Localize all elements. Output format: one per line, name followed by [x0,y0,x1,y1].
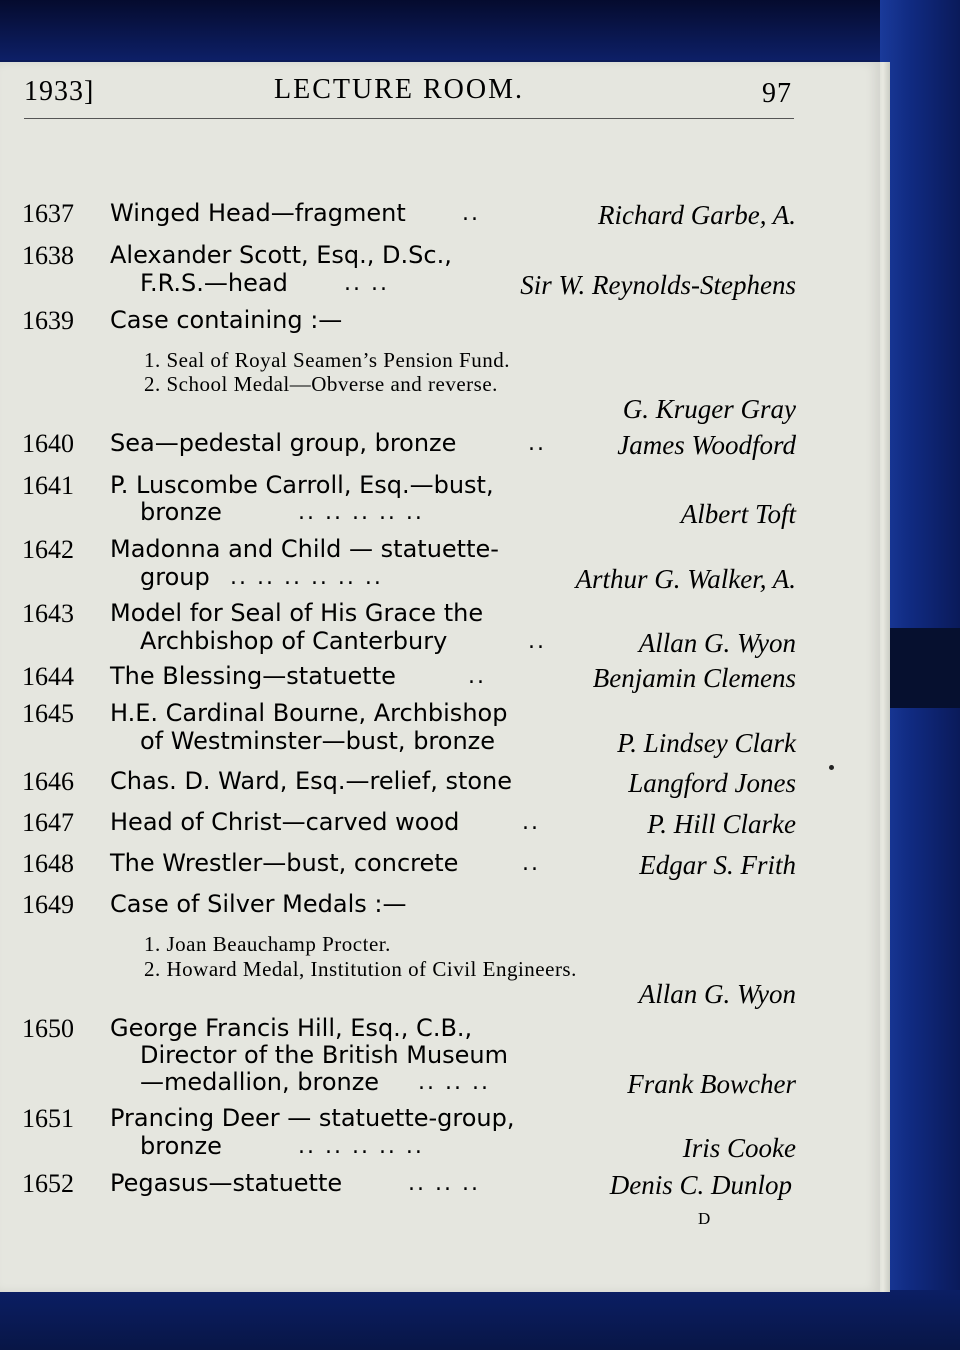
entry-number: 1642 [22,535,74,564]
entry-number: 1637 [22,199,74,228]
leader-dots: .. .. [344,271,389,296]
bookmark-ribbon [890,628,960,708]
entry-title-cont: bronze [140,498,222,526]
page-number: 97 [762,78,792,109]
header-year: 1933] [24,76,95,107]
ink-speck [829,765,834,770]
entry-title: Case containing :— [110,306,343,334]
entry-artist: Langford Jones [628,768,796,798]
entry-artist: Denis C. Dunlop [609,1170,792,1200]
entry-title: Alexander Scott, Esq., D.Sc., [110,241,452,269]
leader-dots: .. .. .. .. .. [298,500,424,525]
leader-dots: .. .. .. .. .. .. [230,565,383,590]
leader-dots: .. .. .. .. .. [298,1134,424,1159]
leader-dots: .. [468,664,486,689]
entry-title: The Wrestler—bust, concrete [110,849,459,877]
entry-number: 1649 [22,890,74,919]
sub-item: 1. Seal of Royal Seamen’s Pension Fund. [144,348,510,372]
entry-number: 1646 [22,767,74,796]
entry-artist: P. Hill Clarke [647,809,796,839]
entry-title: The Blessing—statuette [110,662,396,690]
entry-title: Sea—pedestal group, bronze [110,429,457,457]
entry-title: Model for Seal of His Grace the [110,599,484,627]
leader-dots: .. .. .. [408,1171,480,1196]
entry-title-cont: bronze [140,1132,222,1160]
entry-number: 1652 [22,1169,74,1198]
book-cover-bottom [0,1290,960,1350]
entry-title-cont: —medallion, bronze [140,1068,380,1096]
entry-title-cont: F.R.S.—head [140,269,288,297]
entry-title-cont: Archbishop of Canterbury [140,627,448,655]
entry-title: Madonna and Child — statuette- [110,535,499,563]
entry-number: 1650 [22,1014,74,1043]
entry-title: George Francis Hill, Esq., C.B., [110,1014,473,1042]
entry-number: 1640 [22,429,74,458]
sub-item: 1. Joan Beauchamp Procter. [144,932,391,956]
entry-title: Prancing Deer — statuette-group, [110,1104,515,1132]
entry-artist: Frank Bowcher [627,1069,796,1099]
entry-number: 1638 [22,241,74,270]
leader-dots: .. [528,629,546,654]
entry-title-cont: of Westminster—bust, bronze [140,727,496,755]
entry-artist: P. Lindsey Clark [617,728,796,758]
entry-number: 1648 [22,849,74,878]
sub-item: 2. Howard Medal, Institution of Civil Engineers. [144,957,577,981]
entry-artist: Edgar S. Frith [639,850,796,880]
entry-artist: James Woodford [617,430,796,460]
entry-title-cont: group [140,563,210,591]
entry-artist: G. Kruger Gray [622,394,796,424]
entry-title: Winged Head—fragment [110,199,406,227]
entry-title: Pegasus—statuette [110,1169,343,1197]
entry-artist: Iris Cooke [682,1133,796,1163]
entry-number: 1651 [22,1104,74,1133]
leader-dots: .. [522,851,540,876]
leader-dots: .. [528,431,546,456]
entry-artist: Albert Toft [680,499,796,529]
entry-artist: Richard Garbe, A. [598,200,796,230]
entry-number: 1643 [22,599,74,628]
entry-title: Case of Silver Medals :— [110,890,407,918]
leader-dots: .. .. .. [418,1070,490,1095]
entry-title: Head of Christ—carved wood [110,808,460,836]
entry-title: Chas. D. Ward, Esq.—relief, stone [110,767,513,795]
entry-title-cont: Director of the British Museum [140,1041,509,1069]
entry-number: 1645 [22,699,74,728]
entry-artist: Sir W. Reynolds-Stephens [520,270,796,300]
entry-artist: Allan G. Wyon [638,628,796,658]
entry-artist: Arthur G. Walker, A. [575,564,796,594]
leader-dots: .. [462,201,480,226]
sub-item: 2. School Medal—Obverse and reverse. [144,372,498,396]
entry-artist: Allan G. Wyon [638,979,796,1009]
entry-number: 1639 [22,306,74,335]
entry-number: 1647 [22,808,74,837]
book-cover-top [0,0,960,60]
entry-number: 1641 [22,471,74,500]
header-title: LECTURE ROOM. [274,74,524,105]
signature-mark: D [698,1209,711,1228]
entry-artist: Benjamin Clemens [592,663,796,693]
leader-dots: .. [522,810,540,835]
header-rule [24,118,794,119]
entry-number: 1644 [22,662,74,691]
entry-title: P. Luscombe Carroll, Esq.—bust, [110,471,494,499]
entry-title: H.E. Cardinal Bourne, Archbishop [110,699,508,727]
running-header [24,70,794,110]
